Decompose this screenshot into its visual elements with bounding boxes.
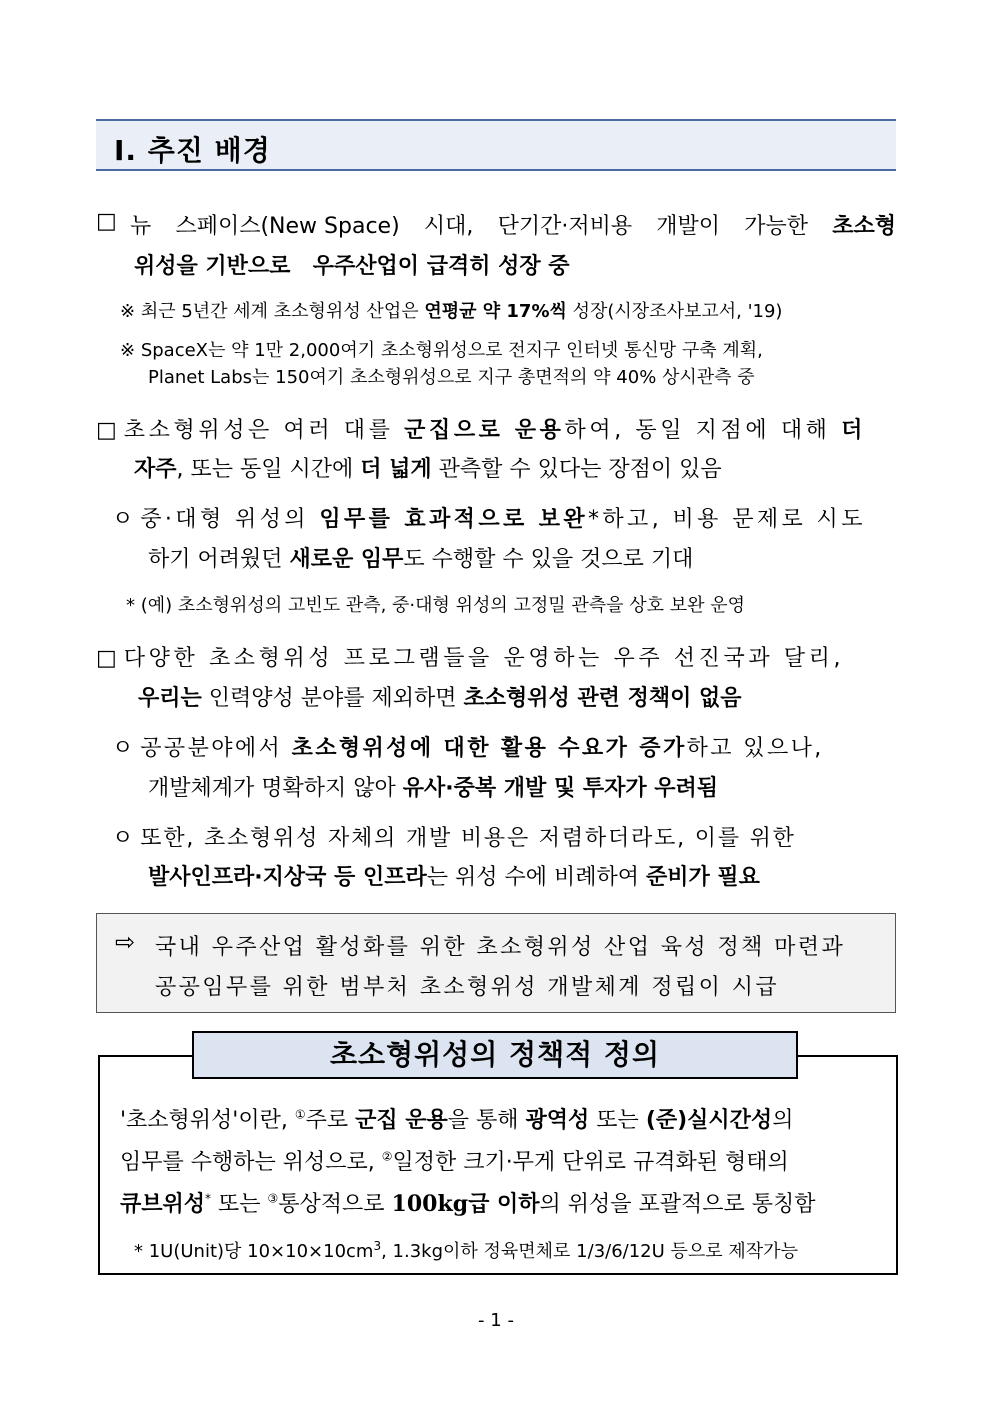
p2-sub-text-bold: 임무를 효과적으로 보완 xyxy=(319,507,588,532)
p1-line2-a: 위성을 기반으로 xyxy=(134,254,291,279)
p2-line1 xyxy=(96,413,992,444)
p3-line2 xyxy=(138,681,992,712)
p3-line1 xyxy=(96,641,992,672)
def-line2 xyxy=(120,1145,789,1176)
p3-sub-text: 공공분야에서 xyxy=(140,736,292,761)
p1-word: 스페이스(New Space) xyxy=(175,214,400,239)
p2-line2 xyxy=(134,452,992,483)
circled-number-2: ② xyxy=(381,1149,393,1164)
def-text-bold: 광역성 xyxy=(525,1108,590,1133)
p1-word-bold: 초소형 xyxy=(832,214,896,239)
note-mark: ※ xyxy=(120,301,136,322)
section-header xyxy=(96,119,896,171)
def-text-bold: 큐브위성 xyxy=(120,1192,206,1217)
def-note xyxy=(134,1237,798,1263)
def-text: 임무를 수행하는 위성으로, xyxy=(120,1150,382,1175)
note1-text-a: 최근 5년간 세계 초소형위성 산업은 xyxy=(140,301,425,322)
p1-line1 xyxy=(96,209,896,239)
p2-sub-line2 xyxy=(148,542,992,573)
note-mark: ※ xyxy=(120,340,136,361)
def-text: 의 위성을 포괄적으로 통칭함 xyxy=(539,1192,816,1217)
def-text-bold: 군집 운용 xyxy=(355,1108,448,1133)
p2-sub-text: 도 수행할 수 있을 것으로 기대 xyxy=(403,547,694,572)
p2-text-bold: 자주 xyxy=(134,457,177,482)
def-note-text: , 1.3kg이하 정육면체로 1/3/6/12U 등으로 제작가능 xyxy=(381,1241,798,1262)
p3-sub-line1 xyxy=(112,731,992,762)
p3-sub-text: 는 위성 수에 비례하여 xyxy=(426,865,646,890)
circled-number-3: ③ xyxy=(267,1191,279,1206)
def-text: 을 통해 xyxy=(447,1108,526,1133)
p2-sub-text: *하고, 비용 문제로 시도 xyxy=(588,507,866,532)
conclusion-callout xyxy=(96,913,896,1013)
definition-title-box xyxy=(192,1031,798,1079)
section-title: Ⅰ. 추진 배경 xyxy=(114,134,271,167)
p1-line2-b: 우주산업이 급격히 성장 중 xyxy=(312,254,570,279)
p1-bullet: □ xyxy=(96,209,117,234)
def-text: 통상적으로 xyxy=(278,1192,392,1217)
p1-word: 가능한 xyxy=(744,214,809,239)
def-text: 일정한 크기·무게 단위로 규격화된 형태의 xyxy=(392,1150,789,1175)
note2-line1: SpaceX는 약 1만 2,000여기 초소형위성으로 전지구 인터넷 통신망 구축 계획, xyxy=(140,340,763,361)
p2-text: 초소형위성은 여러 대를 xyxy=(123,418,405,443)
p2-footnote: * (예) 초소형위성의 고빈도 관측, 중·대형 위성의 고정밀 관측을 상호 보완 운영 xyxy=(126,595,746,616)
p1-word: 뉴 xyxy=(130,214,152,239)
p2-text-bold: 더 xyxy=(841,418,866,443)
p1-word: 개발이 xyxy=(656,214,721,239)
p2-text-bold: 군집으로 운용 xyxy=(404,418,565,443)
p3-sub-text-bold: 유사·중복 개발 및 투자가 우려됨 xyxy=(402,776,719,801)
p3-text: 다양한 초소형위성 프로그램들을 운영하는 우주 선진국과 달리, xyxy=(123,646,845,671)
p3-sub-line4 xyxy=(148,860,992,891)
callout-line1: 국내 우주산업 활성화를 위한 초소형위성 산업 육성 정책 마련과 xyxy=(155,935,846,960)
def-text-bold: 100kg급 이하 xyxy=(391,1191,540,1217)
p3-text-bold: 초소형위성 관련 정책이 없음 xyxy=(463,686,742,711)
p1-word: 단기간·저비용 xyxy=(497,214,633,239)
footnote-star: * xyxy=(205,1191,212,1206)
p2-text: , 또는 동일 시간에 xyxy=(176,457,361,482)
p3-text-bold: 우리는 xyxy=(138,686,202,711)
p3-sub-text-bold: 초소형위성에 대한 활용 수요가 증가 xyxy=(291,736,687,761)
p1-line2 xyxy=(134,249,992,280)
p2-sub-text: 하기 어려웠던 xyxy=(148,547,290,572)
page-number: - 1 - xyxy=(478,1310,514,1331)
p3-bullet: □ xyxy=(96,646,117,671)
p2-text-bold: 더 넓게 xyxy=(360,457,432,482)
p2-sub-line1 xyxy=(112,502,992,533)
definition-title: 초소형위성의 정책적 정의 xyxy=(329,1038,661,1071)
p1-note2-line2: Planet Labs는 150여기 초소형위성으로 지구 총면적의 약 40% 상시관측 중 xyxy=(148,367,755,388)
p2-bullet: □ xyxy=(96,418,117,443)
def-note-text: * 1U(Unit)당 10×10×10cm xyxy=(134,1241,374,1262)
p2-sub-text: 중·대형 위성의 xyxy=(140,507,320,532)
p2-text: 관측할 수 있다는 장점이 있음 xyxy=(431,457,722,482)
note1-text-bold: 연평균 약 17%씩 xyxy=(424,301,567,322)
p1-word: 시대, xyxy=(423,214,474,239)
p3-sub-text-bold: 발사인프라·지상국 등 인프라 xyxy=(148,865,427,890)
def-text: 주로 xyxy=(305,1108,356,1133)
def-line3 xyxy=(120,1187,816,1218)
note1-text-c: 성장(시장조사보고서, '19) xyxy=(566,301,783,322)
p1-note2 xyxy=(120,336,992,362)
p3-sub-text: 또한, 초소형위성 자체의 개발 비용은 저렴하더라도, 이를 위한 xyxy=(140,826,796,851)
p3-sub-text: 하고 있으나, xyxy=(686,736,824,761)
superscript: 3 xyxy=(373,1239,382,1253)
def-text: 또는 xyxy=(211,1192,268,1217)
def-text: 의 xyxy=(772,1108,794,1133)
p3-text: 인력양성 분야를 제외하면 xyxy=(201,686,464,711)
circled-number-1: ① xyxy=(294,1107,306,1122)
p3-sub-line3 xyxy=(112,821,992,852)
sub-bullet: ㅇ xyxy=(112,736,134,761)
def-line1 xyxy=(120,1103,793,1134)
callout-line2: 공공임무를 위한 범부처 초소형위성 개발체계 정립이 시급 xyxy=(155,975,780,1000)
sub-bullet: ㅇ xyxy=(112,507,134,532)
p3-sub-line2 xyxy=(148,771,992,802)
def-text: 또는 xyxy=(589,1108,646,1133)
def-text-bold: (준)실시간성 xyxy=(645,1108,773,1133)
definition-box xyxy=(98,1055,898,1275)
right-arrow-icon: ⇨ xyxy=(115,928,136,956)
p2-sub-text-bold: 새로운 임무 xyxy=(289,547,404,572)
def-text: '초소형위성'이란, xyxy=(120,1108,295,1133)
p1-note1 xyxy=(120,297,992,323)
p3-sub-text: 개발체계가 명확하지 않아 xyxy=(148,776,403,801)
p3-sub-text-bold: 준비가 필요 xyxy=(645,865,760,890)
sub-bullet: ㅇ xyxy=(112,826,134,851)
p2-text: 하여, 동일 지점에 대해 xyxy=(564,418,842,443)
